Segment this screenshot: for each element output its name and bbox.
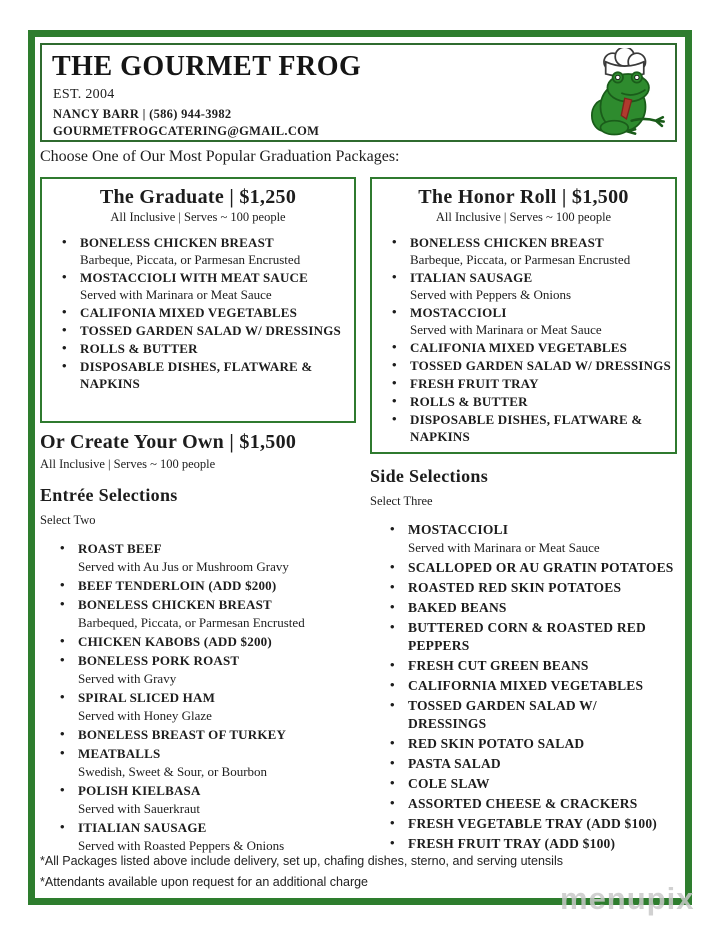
- menu-item: [370, 697, 682, 733]
- item-name: • BAKED BEANS: [408, 600, 507, 615]
- entree-select-count: Select Two: [40, 513, 96, 527]
- menu-item: [42, 234, 354, 268]
- menu-item: [370, 735, 682, 753]
- item-desc: Served with Marinara or Meat Sauce: [410, 322, 602, 337]
- menu-item: [370, 521, 682, 557]
- item-desc: Served with Marinara or Meat Sauce: [408, 540, 600, 555]
- item-name: • BONELESS BREAST OF TURKEY: [78, 727, 287, 742]
- item-name: • COLE SLAW: [408, 776, 490, 791]
- item-name: • TOSSED GARDEN SALAD W/ DRESSINGS: [408, 698, 597, 731]
- menu-item: [370, 677, 682, 695]
- menu-item: [40, 577, 362, 595]
- contact-phone: NANCY BARR | (586) 944-3982: [53, 107, 232, 121]
- menu-item: [40, 689, 362, 725]
- item-name: • ITIALIAN SAUSAGE: [78, 820, 207, 835]
- package-item-list: [372, 234, 675, 445]
- entree-selections-heading: Entrée Selections: [40, 485, 178, 505]
- item-name: • DISPOSABLE DISHES, FLATWARE & NAPKINS: [80, 359, 313, 391]
- menu-item: [372, 304, 675, 338]
- frog-chef-logo-icon: [579, 48, 667, 138]
- menu-item: [42, 322, 354, 339]
- menu-item: [370, 775, 682, 793]
- item-desc: Swedish, Sweet & Sour, or Bourbon: [78, 764, 268, 779]
- package-title: The Graduate | $1,250: [99, 186, 297, 208]
- item-desc: Served with Roasted Peppers & Onions: [78, 838, 285, 853]
- header-box: [40, 43, 677, 142]
- item-name: • MOSTACCIOLI WITH MEAT SAUCE: [80, 270, 309, 285]
- create-your-own-subtitle: All Inclusive | Serves ~ 100 people: [40, 457, 216, 471]
- menu-item: [372, 339, 675, 356]
- side-item-list: [370, 521, 682, 853]
- create-your-own-section: [40, 431, 362, 856]
- menu-item: [372, 411, 675, 445]
- menu-item: [40, 596, 362, 632]
- item-name: • FRESH FRUIT TRAY: [410, 376, 539, 391]
- package-box-honor-roll: [370, 177, 677, 454]
- menu-item: [42, 269, 354, 303]
- item-name: • PASTA SALAD: [408, 756, 501, 771]
- menu-item: [40, 540, 362, 576]
- item-name: • BONELESS CHICKEN BREAST: [410, 235, 604, 250]
- menu-item: [40, 782, 362, 818]
- item-name: • ROLLS & BUTTER: [410, 394, 528, 409]
- item-desc: Served with Peppers & Onions: [410, 287, 572, 302]
- item-desc: Served with Au Jus or Mushroom Gravy: [78, 559, 289, 574]
- side-selections-section: [370, 466, 682, 855]
- item-desc: Barbeque, Piccata, or Parmesan Encrusted: [410, 252, 631, 267]
- item-name: • FRESH VEGETABLE TRAY (ADD $100): [408, 816, 657, 831]
- item-name: • ROAST BEEF: [78, 541, 162, 556]
- item-name: • BONELESS CHICKEN BREAST: [78, 597, 272, 612]
- menu-item: [372, 234, 675, 268]
- menu-item: [370, 815, 682, 833]
- menu-item: [42, 340, 354, 357]
- menu-item: [42, 358, 354, 392]
- item-name: • FRESH CUT GREEN BEANS: [408, 658, 589, 673]
- item-name: • POLISH KIELBASA: [78, 783, 201, 798]
- item-name: • CHICKEN KABOBS (ADD $200): [78, 634, 272, 649]
- package-item-list: [42, 234, 354, 392]
- menupix-watermark: menupix: [560, 881, 695, 916]
- contact-email: GOURMETFROGCATERING@GMAIL.COM: [53, 124, 320, 138]
- menu-item: [372, 375, 675, 392]
- item-name: • ROLLS & BUTTER: [80, 341, 198, 356]
- menu-item: [40, 633, 362, 651]
- menu-item: [370, 619, 682, 655]
- item-desc: Served with Gravy: [78, 671, 177, 686]
- item-name: • TOSSED GARDEN SALAD W/ DRESSINGS: [410, 358, 671, 373]
- menu-item: [370, 559, 682, 577]
- menu-item: [40, 819, 362, 855]
- restaurant-title: THE GOURMET FROG: [52, 51, 362, 82]
- item-name: • MEATBALLS: [78, 746, 161, 761]
- menu-item: [370, 657, 682, 675]
- item-desc: Served with Marinara or Meat Sauce: [80, 287, 272, 302]
- entree-item-list: [40, 540, 362, 855]
- menu-item: [372, 357, 675, 374]
- menu-item: [370, 579, 682, 597]
- menu-item: [40, 652, 362, 688]
- item-name: • BONELESS CHICKEN BREAST: [80, 235, 274, 250]
- item-name: • DISPOSABLE DISHES, FLATWARE & NAPKINS: [410, 412, 643, 444]
- item-name: • MOSTACCIOLI: [408, 522, 509, 537]
- menu-item: [370, 795, 682, 813]
- item-name: • CALIFONIA MIXED VEGETABLES: [80, 305, 298, 320]
- item-name: • SCALLOPED OR AU GRATIN POTATOES: [408, 560, 674, 575]
- menu-item: [370, 599, 682, 617]
- side-select-count: Select Three: [370, 494, 433, 508]
- item-name: • ITALIAN SAUSAGE: [410, 270, 533, 285]
- item-name: • BONELESS PORK ROAST: [78, 653, 240, 668]
- footnote-line: *Attendants available upon request for an additional charge: [40, 875, 369, 889]
- package-subtitle: All Inclusive | Serves ~ 100 people: [435, 210, 612, 224]
- item-name: • FRESH FRUIT TRAY (ADD $100): [408, 836, 616, 851]
- intro-line: Choose One of Our Most Popular Graduation Packages:: [40, 148, 400, 165]
- side-selections-heading: Side Selections: [370, 466, 489, 486]
- item-desc: Barbequed, Piccata, or Parmesan Encrusted: [78, 615, 305, 630]
- item-desc: Served with Honey Glaze: [78, 708, 212, 723]
- item-desc: Served with Sauerkraut: [78, 801, 201, 816]
- package-subtitle: All Inclusive | Serves ~ 100 people: [110, 210, 286, 224]
- item-name: • CALIFONIA MIXED VEGETABLES: [410, 340, 628, 355]
- item-name: • ROASTED RED SKIN POTATOES: [408, 580, 622, 595]
- create-your-own-title: Or Create Your Own | $1,500: [40, 431, 297, 453]
- menu-item: [42, 304, 354, 321]
- item-name: • CALIFORNIA MIXED VEGETABLES: [408, 678, 644, 693]
- item-name: • BUTTERED CORN & ROASTED RED PEPPERS: [408, 620, 646, 653]
- item-name: • RED SKIN POTATO SALAD: [408, 736, 585, 751]
- footnotes: [40, 851, 563, 893]
- menu-item: [40, 745, 362, 781]
- item-name: • MOSTACCIOLI: [410, 305, 507, 320]
- menu-item: [372, 269, 675, 303]
- item-name: • BEEF TENDERLOIN (ADD $200): [78, 578, 277, 593]
- package-title: The Honor Roll | $1,500: [418, 186, 629, 208]
- item-name: • SPIRAL SLICED HAM: [78, 690, 216, 705]
- established-line: EST. 2004: [53, 87, 115, 102]
- menu-item: [372, 393, 675, 410]
- menu-item: [370, 755, 682, 773]
- menu-item: [40, 726, 362, 744]
- item-name: • ASSORTED CHEESE & CRACKERS: [408, 796, 638, 811]
- item-name: • TOSSED GARDEN SALAD W/ DRESSINGS: [80, 323, 341, 338]
- package-box-graduate: [40, 177, 356, 423]
- item-desc: Barbeque, Piccata, or Parmesan Encrusted: [80, 252, 301, 267]
- footnote-line: *All Packages listed above include delivery, set up, chafing dishes, sterno, and serving utensils: [40, 854, 563, 868]
